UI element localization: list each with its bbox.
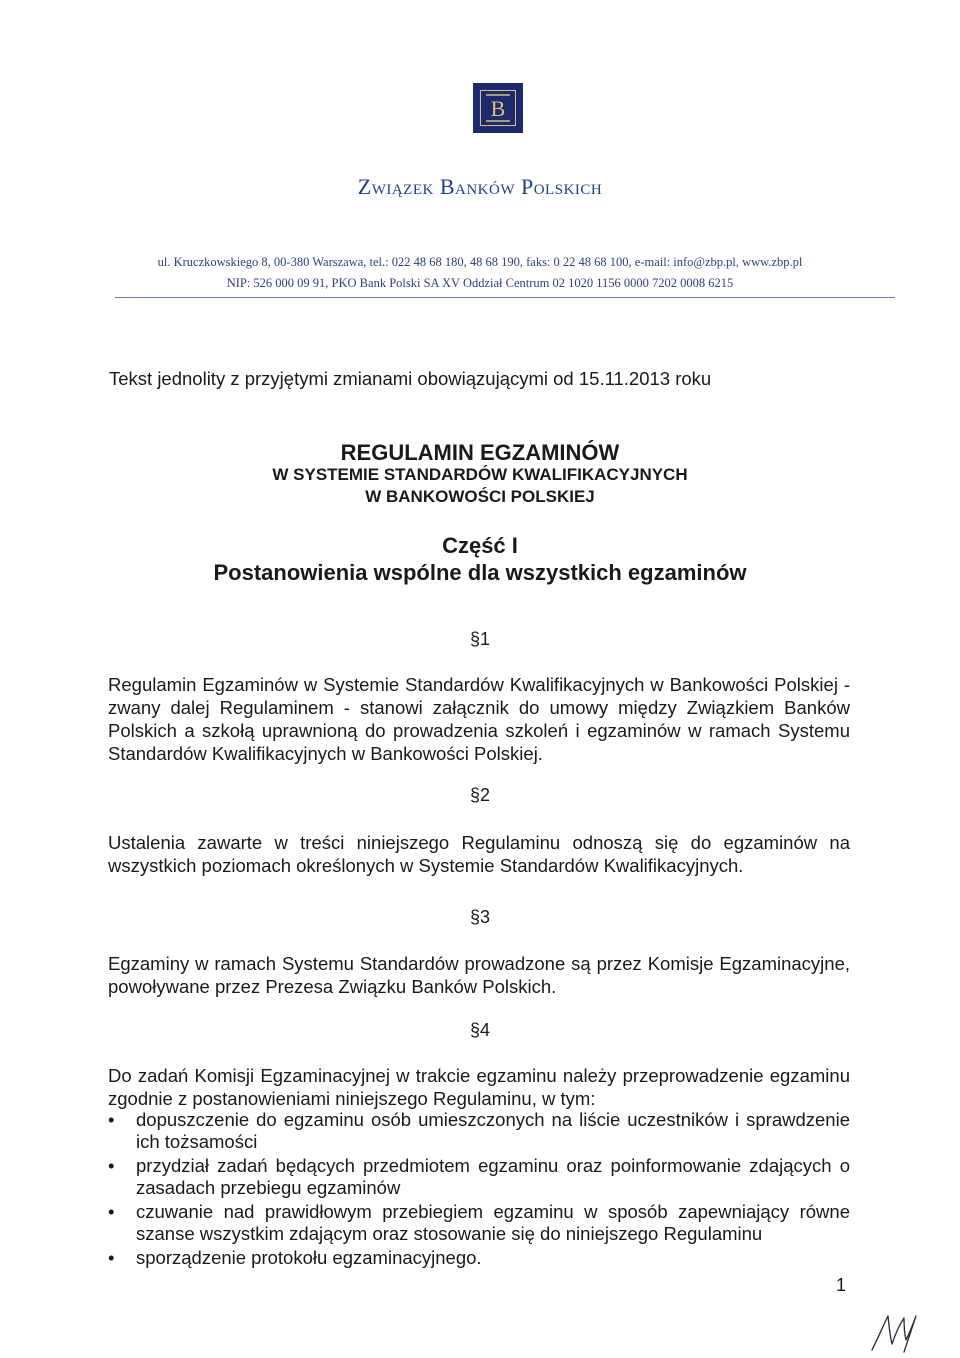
document-subtitle-2: W BANKOWOŚCI POLSKIEJ	[365, 487, 595, 506]
section-text-4: Do zadań Komisji Egzaminacyjnej w trakcie egzaminu należy przeprowadzenie egzaminu zgodnie z postanowieniami niniejszego Regulaminu, w tym:	[108, 1065, 850, 1109]
section-number-2: §2	[469, 785, 491, 805]
list-item: • sporządzenie protokołu egzaminacyjnego.	[108, 1247, 850, 1269]
duties-list	[108, 1109, 850, 1271]
list-item: • dopuszczenie do egzaminu osób umieszczonych na liście uczestników i sprawdzenie ich tożsamości	[108, 1109, 850, 1153]
part-heading: Część I	[442, 533, 518, 558]
section-text-2: Ustalenia zawarte w treści niniejszego Regulaminu odnoszą się do egzaminów na wszystkich poziomach określonych w Systemie Standardów Kwalifikacyjnych.	[108, 832, 850, 876]
section-number-4: §4	[469, 1020, 491, 1040]
section-number-3: §3	[469, 907, 491, 927]
list-item: • czuwanie nad prawidłowym przebiegiem egzaminu w sposób zapewniający równe szanse wszystkim zdającym oraz stosowanie się do niniejszego Regulaminu	[108, 1201, 850, 1245]
contact-bank-line: NIP: 526 000 09 91, PKO Bank Polski SA XV Oddział Centrum 02 1020 1156 0000 7202 0008 6215	[226, 276, 734, 290]
logo-letter-icon	[483, 92, 513, 124]
handwritten-signature	[868, 1310, 920, 1356]
document-title: REGULAMIN EGZAMINÓW	[340, 440, 620, 465]
svg-text:B: B	[490, 96, 506, 121]
list-item: • przydział zadań będących przedmiotem egzaminu oraz poinformowanie zdających o zasadach przebiegu egzaminów	[108, 1155, 850, 1199]
contact-address-line: ul. Kruczkowskiego 8, 00-380 Warszawa, tel.: 022 48 68 180, 48 68 190, faks: 0 22 48 68 100, e-mail: info@zbp.pl, www.zbp.pl	[157, 255, 803, 269]
org-name: Związek Banków Polskich	[357, 174, 603, 199]
part-title: Postanowienia wspólne dla wszystkich egzaminów	[213, 560, 747, 585]
zbp-logo	[473, 83, 523, 133]
section-number-1: §1	[469, 629, 491, 649]
section-text-1: Regulamin Egzaminów w Systemie Standardów Kwalifikacyjnych w Bankowości Polskiej - zwany dalej Regulaminem - stanowi załącznik do umowy między Związkiem Banków Polskich a szkołą uprawnioną do prowadzenia szkoleń i egzaminów w ramach Systemu Standardów Kwalifikacyjnych w Bankowości Polskiej.	[108, 674, 850, 764]
page-number: 1	[836, 1275, 847, 1295]
header-divider	[115, 297, 895, 298]
section-text-3: Egzaminy w ramach Systemu Standardów prowadzone są przez Komisje Egzaminacyjne, powoływane przez Prezesa Związku Banków Polskich.	[108, 953, 850, 997]
intro-text: Tekst jednolity z przyjętymi zmianami obowiązującymi od 15.11.2013 roku	[109, 368, 712, 389]
document-subtitle-1: W SYSTEMIE STANDARDÓW KWALIFIKACYJNYCH	[272, 465, 688, 484]
